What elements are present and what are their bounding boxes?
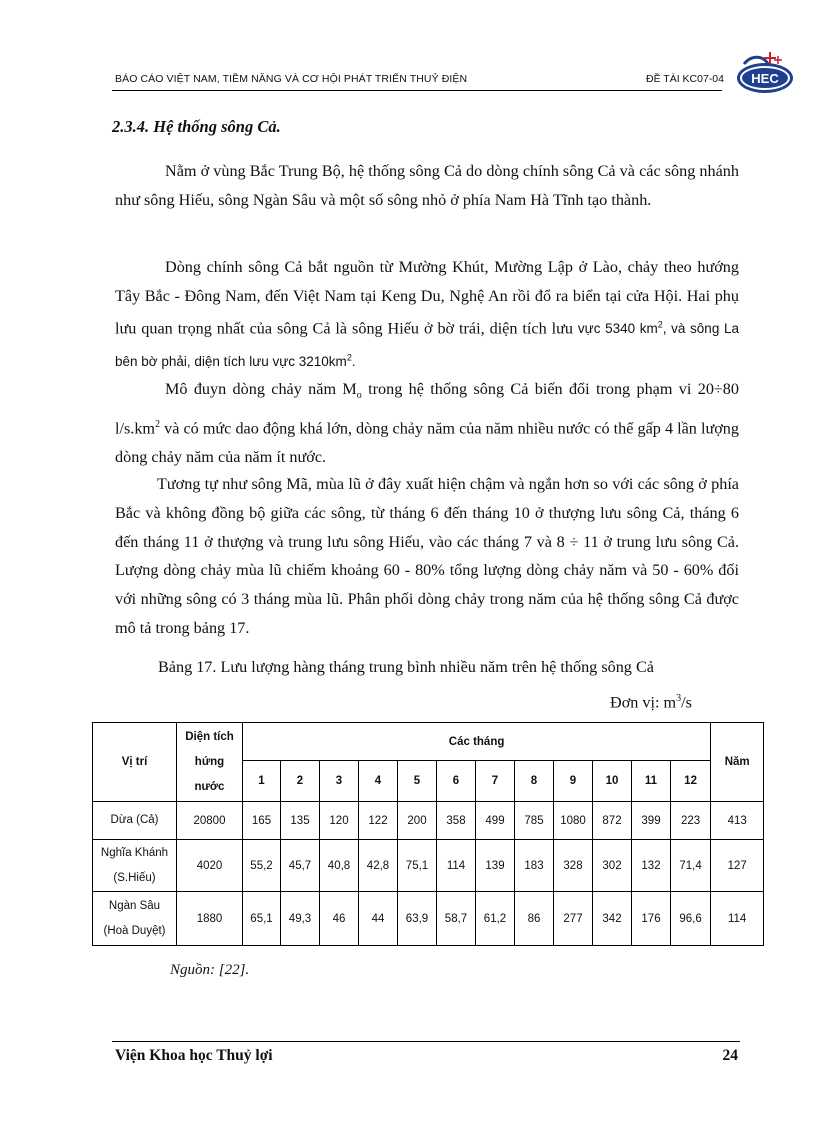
month-value-cell: 71,4 (671, 840, 711, 892)
month-value-cell: 277 (554, 892, 593, 946)
month-value-cell: 200 (398, 802, 437, 840)
month-value-cell: 96,6 (671, 892, 711, 946)
location-cell: Dừa (Cả) (93, 802, 177, 840)
month-value-cell: 223 (671, 802, 711, 840)
page-number: 24 (722, 1047, 738, 1064)
month-header: 6 (437, 761, 476, 802)
year-value-cell: 127 (711, 840, 764, 892)
month-value-cell: 42,8 (359, 840, 398, 892)
month-value-cell: 328 (554, 840, 593, 892)
source-note: Nguồn: [22]. (170, 962, 250, 978)
header-months: Các tháng (243, 723, 711, 761)
month-value-cell: 135 (281, 802, 320, 840)
area-cell: 4020 (177, 840, 243, 892)
section-heading: 2.3.4. Hệ thống sông Cả. (112, 117, 281, 136)
month-value-cell: 55,2 (243, 840, 281, 892)
logo-text: HEC (751, 71, 779, 86)
month-value-cell: 58,7 (437, 892, 476, 946)
discharge-table (92, 722, 764, 946)
month-header: 7 (476, 761, 515, 802)
table-caption: Bảng 17. Lưu lượng hàng tháng trung bình nhiều năm trên hệ thống sông Cả (158, 658, 654, 676)
paragraph-2: Dòng chính sông Cả bắt nguồn từ Mường Khút, Mường Lập ở Lào, chảy theo hướng Tây Bắc - Đông Nam, đến Việt Nam tại Keng Du, Nghệ An rồi đổ ra biển tại cửa Hội. Hai phụ lưu quan trọng nhất của sông Cả là sông Hiếu ở bờ trái, diện tích lưu vực 5340 $km^2$, và sông La bên bờ phải, diện tích lưu vực $3210km^2$. (115, 258, 739, 370)
year-value-cell: 413 (711, 802, 764, 840)
month-value-cell: 46 (320, 892, 359, 946)
month-value-cell: 86 (515, 892, 554, 946)
table-row (93, 802, 764, 840)
month-value-cell: 176 (632, 892, 671, 946)
month-header: 1 (243, 761, 281, 802)
month-value-cell: 45,7 (281, 840, 320, 892)
month-value-cell: 785 (515, 802, 554, 840)
month-value-cell: 139 (476, 840, 515, 892)
table-row (93, 840, 764, 892)
month-header: 10 (593, 761, 632, 802)
month-header: 5 (398, 761, 437, 802)
month-header: 9 (554, 761, 593, 802)
header-location: Vị trí (93, 723, 177, 802)
month-value-cell: 65,1 (243, 892, 281, 946)
header-project-code: ĐỀ TÀI KC07-04 (645, 73, 724, 85)
year-value-cell: 114 (711, 892, 764, 946)
page-footer (112, 1041, 740, 1064)
location-cell: Nghĩa Khánh (S.Hiếu) (93, 840, 177, 892)
paragraph-4: Tương tự như sông Mã, mùa lũ ở đây xuất hiện chậm và ngắn hơn so với các sông ở phía Bắc và không đồng bộ giữa các sông, từ tháng 6 đến tháng 10 ở thượng lưu sông Cả, tháng 6 đến tháng 11 ở thượng và trung lưu sông Hiếu, vào các tháng 7 và 8 ÷ 11 ở trung lưu sông Cả. Lượng dòng chảy mùa lũ chiếm khoảng 60 - 80% tổng lượng dòng chảy năm và 50 - 60% đối với những sông có 3 tháng mùa lũ. Phân phối dòng chảy trong năm của hệ thống sông Cả được mô tả trong bảng 17. (115, 475, 739, 637)
table-row (93, 892, 764, 946)
footer-institute: Viện Khoa học Thuỷ lợi (115, 1047, 273, 1064)
table-header-row (93, 723, 764, 761)
header-area: Diện tích hứng nước (177, 723, 243, 802)
month-header: 8 (515, 761, 554, 802)
header-title: BÁO CÁO VIỆT NAM, TIỀM NĂNG VÀ CƠ HỘI PHÁT TRIỂN THUỶ ĐIỆN (115, 73, 468, 85)
month-header: 2 (281, 761, 320, 802)
location-cell: Ngàn Sâu (Hoà Duyệt) (93, 892, 177, 946)
month-header: 4 (359, 761, 398, 802)
month-value-cell: 49,3 (281, 892, 320, 946)
month-value-cell: 120 (320, 802, 359, 840)
month-value-cell: 499 (476, 802, 515, 840)
month-header: 11 (632, 761, 671, 802)
month-value-cell: 63,9 (398, 892, 437, 946)
month-header: 12 (671, 761, 711, 802)
month-value-cell: 302 (593, 840, 632, 892)
month-value-cell: 872 (593, 802, 632, 840)
area-cell: 20800 (177, 802, 243, 840)
month-value-cell: 40,8 (320, 840, 359, 892)
month-value-cell: 44 (359, 892, 398, 946)
month-value-cell: 1080 (554, 802, 593, 840)
month-value-cell: 75,1 (398, 840, 437, 892)
table-unit: Đơn vị: $m^3/s$ (610, 693, 692, 712)
paragraph-3: Mô đuyn dòng chảy năm $M_o$ trong hệ thống sông Cả biến đổi trong phạm vi 20÷80 $l/s.km^2$ và có mức dao động khá lớn, dòng chảy năm của năm nhiều nước có thể gấp 4 lần lượng dòng chảy năm của năm ít nước. (115, 380, 739, 467)
month-value-cell: 122 (359, 802, 398, 840)
month-value-cell: 61,2 (476, 892, 515, 946)
header-year: Năm (711, 723, 764, 802)
paragraph-1: Nằm ở vùng Bắc Trung Bộ, hệ thống sông Cả do dòng chính sông Cả và các sông nhánh như sông Hiếu, sông Ngàn Sâu và một số sông nhỏ ở phía Nam Hà Tĩnh tạo thành. (115, 162, 739, 209)
month-value-cell: 132 (632, 840, 671, 892)
page-header (112, 70, 722, 91)
month-value-cell: 342 (593, 892, 632, 946)
month-value-cell: 399 (632, 802, 671, 840)
month-value-cell: 183 (515, 840, 554, 892)
area-cell: 1880 (177, 892, 243, 946)
month-value-cell: 358 (437, 802, 476, 840)
hec-logo (734, 50, 794, 96)
month-value-cell: 165 (243, 802, 281, 840)
month-value-cell: 114 (437, 840, 476, 892)
month-header: 3 (320, 761, 359, 802)
